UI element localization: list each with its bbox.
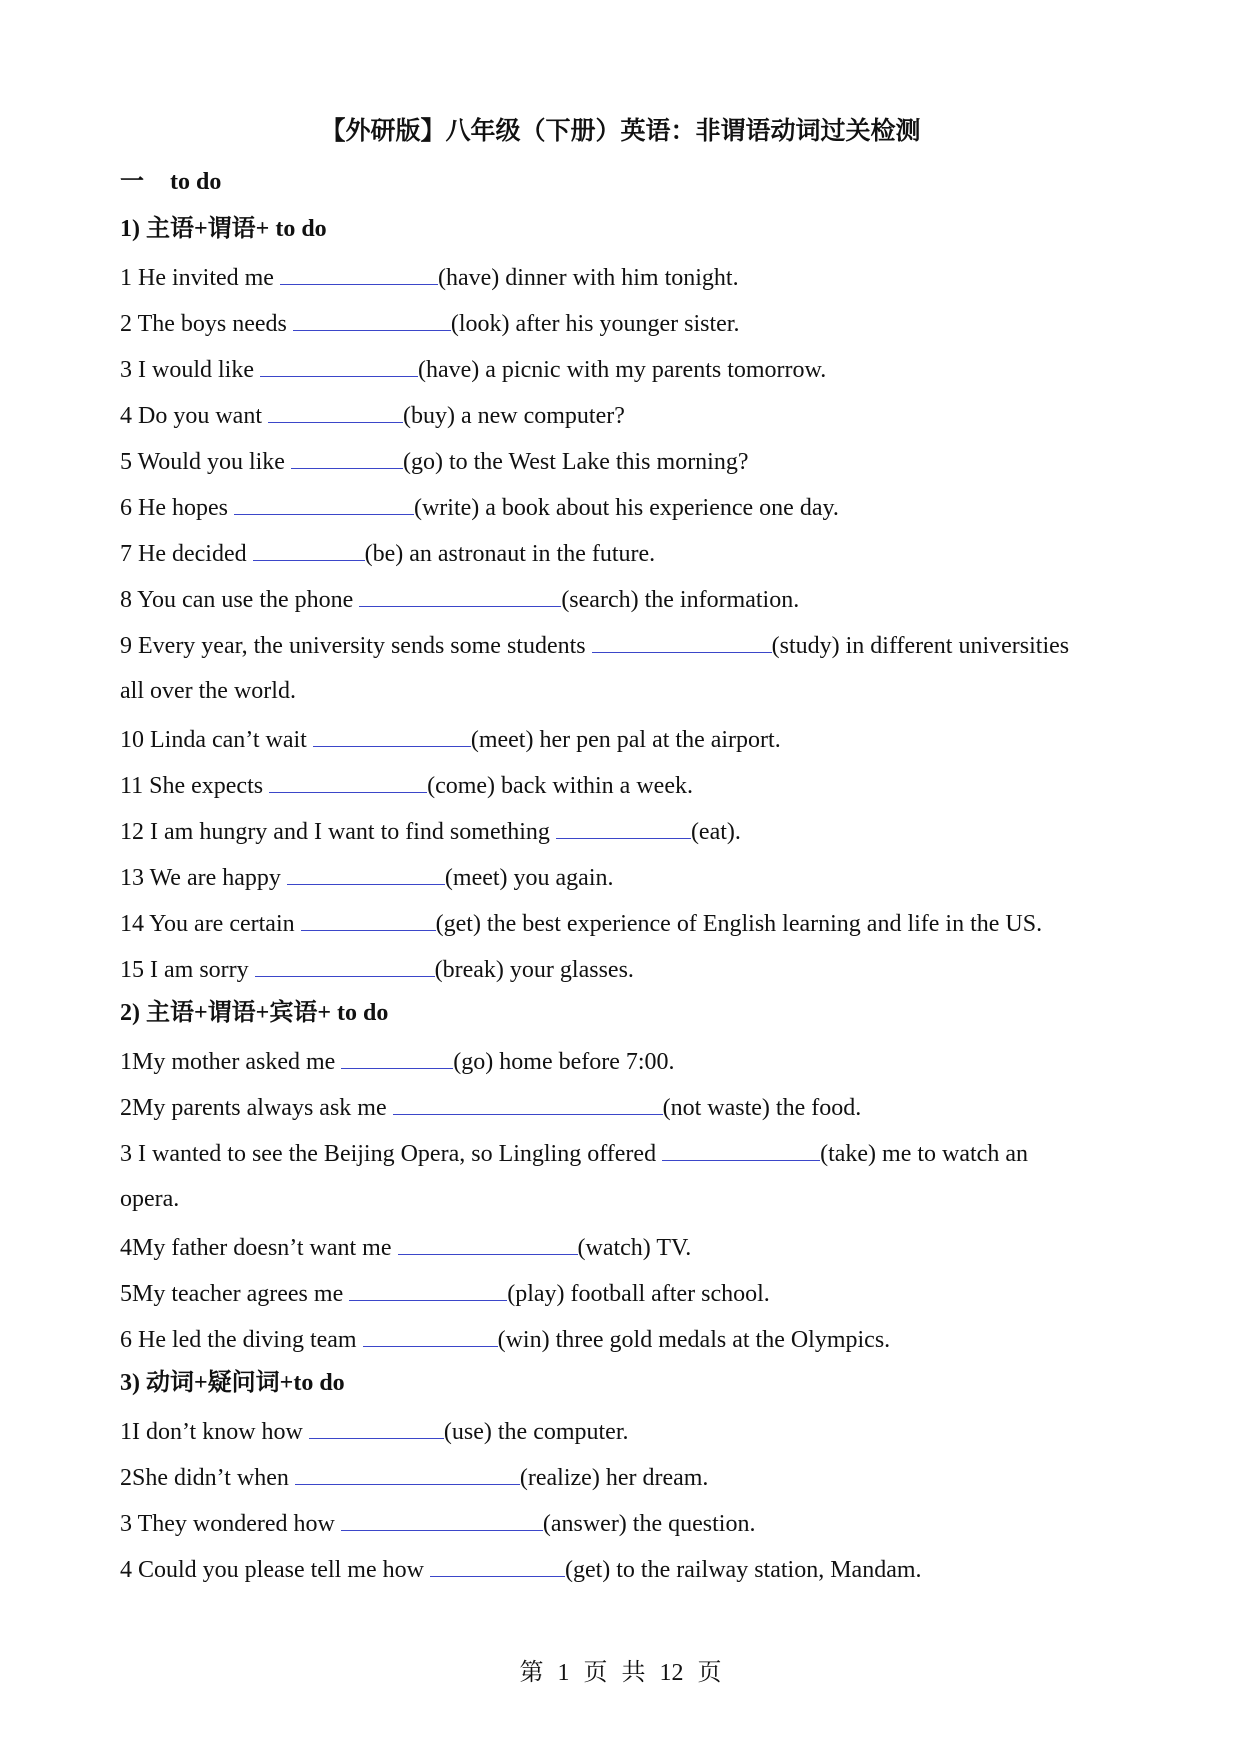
section-heading	[120, 167, 221, 197]
exercise-item: 5 Would you like (go) to the West Lake this morning?	[120, 444, 1124, 477]
answer-blank[interactable]	[349, 1276, 507, 1301]
exercise-item: 2My parents always ask me (not waste) the food.	[120, 1090, 1124, 1123]
part-heading-2: 2) 主语+谓语+宾语+ to do	[120, 1000, 389, 1026]
page-title: 【外研版】八年级（下册）英语：非谓语动词过关检测	[320, 118, 921, 145]
exercise-item: 4My father doesn’t want me (watch) TV.	[120, 1230, 1124, 1263]
answer-blank[interactable]	[309, 1414, 444, 1439]
answer-blank[interactable]	[260, 352, 418, 377]
exercise-item: 3 I wanted to see the Beijing Opera, so Lingling offered (take) me to watch an	[120, 1136, 1124, 1169]
answer-blank[interactable]	[363, 1322, 498, 1347]
answer-blank[interactable]	[287, 860, 445, 885]
part-heading-1: 1) 主语+谓语+ to do	[120, 216, 327, 242]
answer-blank[interactable]	[280, 260, 438, 285]
exercise-item: 6 He hopes (write) a book about his experience one day.	[120, 490, 1124, 523]
answer-blank[interactable]	[255, 952, 435, 977]
answer-blank[interactable]	[556, 814, 691, 839]
exercise-item: 4 Do you want (buy) a new computer?	[120, 398, 1124, 431]
exercise-item: 8 You can use the phone (search) the information.	[120, 582, 1124, 615]
exercise-item: 1My mother asked me (go) home before 7:00.	[120, 1044, 1124, 1077]
answer-blank[interactable]	[313, 722, 471, 747]
exercise-item: 9 Every year, the university sends some students (study) in different universities	[120, 628, 1124, 661]
exercise-item: 1 He invited me (have) dinner with him tonight.	[120, 260, 1124, 293]
exercise-item: 6 He led the diving team (win) three gold medals at the Olympics.	[120, 1322, 1124, 1355]
answer-blank[interactable]	[359, 582, 561, 607]
exercise-item: 14 You are certain (get) the best experience of English learning and life in the US.	[120, 906, 1124, 939]
exercise-item: 3 They wondered how (answer) the question.	[120, 1506, 1124, 1539]
answer-blank[interactable]	[269, 768, 427, 793]
part-heading-3: 3) 动词+疑问词+to do	[120, 1370, 345, 1396]
answer-blank[interactable]	[393, 1090, 663, 1115]
exercise-item: 1I don’t know how (use) the computer.	[120, 1414, 1124, 1447]
page-footer: 第 1 页 共 12 页	[519, 1660, 722, 1686]
answer-blank[interactable]	[253, 536, 365, 561]
exercise-item: 2She didn’t when (realize) her dream.	[120, 1460, 1124, 1493]
answer-blank[interactable]	[268, 398, 403, 423]
exercise-item: 2 The boys needs (look) after his younger sister.	[120, 306, 1124, 339]
exercise-item: 7 He decided (be) an astronaut in the future.	[120, 536, 1124, 569]
answer-blank[interactable]	[592, 628, 772, 653]
answer-blank[interactable]	[295, 1460, 520, 1485]
exercise-item: 5My teacher agrees me (play) football after school.	[120, 1276, 1124, 1309]
exercise-item: 13 We are happy (meet) you again.	[120, 860, 1124, 893]
exercise-item-continuation: all over the world.	[120, 678, 296, 704]
answer-blank[interactable]	[341, 1506, 543, 1531]
answer-blank[interactable]	[341, 1044, 453, 1069]
section-number: 一	[120, 169, 144, 195]
answer-blank[interactable]	[398, 1230, 578, 1255]
exercise-item: 15 I am sorry (break) your glasses.	[120, 952, 1124, 985]
answer-blank[interactable]	[430, 1552, 565, 1577]
answer-blank[interactable]	[291, 444, 403, 469]
exercise-item: 10 Linda can’t wait (meet) her pen pal at the airport.	[120, 722, 1124, 755]
answer-blank[interactable]	[301, 906, 436, 931]
exercise-item-continuation: opera.	[120, 1186, 180, 1212]
section-label: to do	[170, 169, 222, 195]
answer-blank[interactable]	[662, 1136, 820, 1161]
exercise-item: 3 I would like (have) a picnic with my parents tomorrow.	[120, 352, 1124, 385]
answer-blank[interactable]	[234, 490, 414, 515]
answer-blank[interactable]	[293, 306, 451, 331]
exercise-item: 11 She expects (come) back within a week.	[120, 768, 1124, 801]
exercise-item: 4 Could you please tell me how (get) to the railway station, Mandam.	[120, 1552, 1124, 1585]
exercise-item: 12 I am hungry and I want to find something (eat).	[120, 814, 1124, 847]
